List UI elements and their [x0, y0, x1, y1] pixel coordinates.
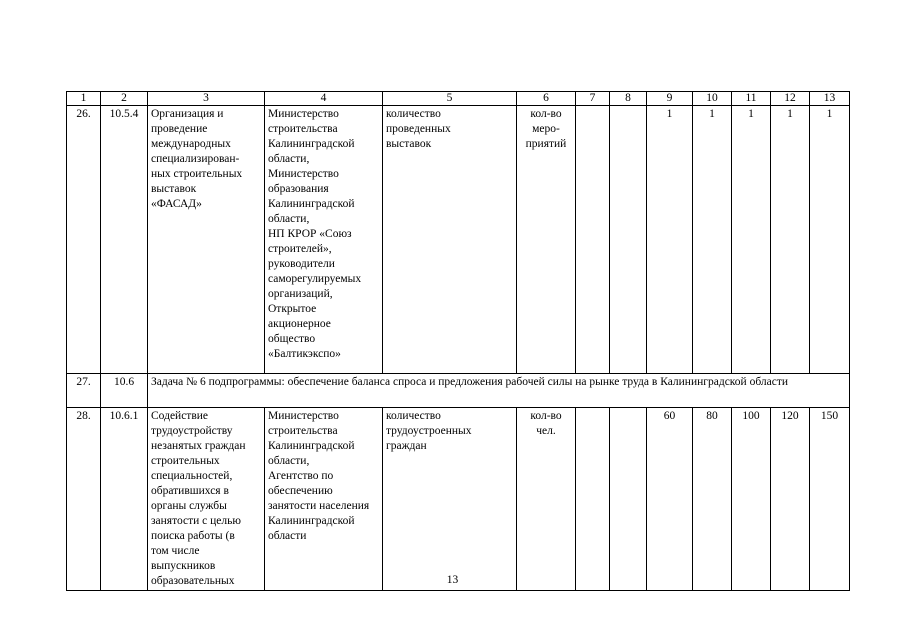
cell-line: том числе — [151, 545, 200, 557]
cell-line: чел. — [536, 425, 556, 437]
cell-line: организаций, — [268, 288, 333, 300]
cell-line: обратившихся в — [151, 485, 229, 497]
col-header: 3 — [148, 92, 265, 106]
cell-line: акционерное — [268, 318, 331, 330]
table-row-26 — [67, 106, 850, 374]
row-number: 28. — [67, 408, 101, 591]
cell-line: Министерство — [268, 168, 339, 180]
cell-line: трудоустроенных — [386, 425, 472, 437]
col-header: 12 — [771, 92, 810, 106]
cell-line: занятости населения — [268, 500, 370, 512]
indicator-cell — [383, 408, 517, 591]
value-cell — [576, 106, 610, 374]
cell-line: области, — [268, 213, 310, 225]
col-header: 1 — [67, 92, 101, 106]
cell-line: граждан — [386, 440, 427, 452]
unit-cell — [517, 106, 576, 374]
row-code: 10.5.4 — [101, 106, 148, 374]
executors-cell — [265, 408, 383, 591]
cell-line: специализирован- — [151, 153, 240, 165]
value-cell: 60 — [647, 408, 693, 591]
col-header: 13 — [810, 92, 850, 106]
cell-line: незанятых граждан — [151, 440, 246, 452]
cell-line: образовательных — [151, 575, 235, 587]
activity-cell — [148, 106, 265, 374]
table-row-27 — [67, 374, 850, 408]
cell-line: области — [268, 530, 307, 542]
cell-line: количество — [386, 108, 441, 120]
cell-line: «Балтикэкспо» — [268, 348, 341, 360]
cell-line: ных строительных — [151, 168, 243, 180]
value-cell: 120 — [771, 408, 810, 591]
cell-line: строительства — [268, 425, 338, 437]
value-cell: 1 — [693, 106, 732, 374]
cell-line: трудоустройству — [151, 425, 233, 437]
header-row — [67, 92, 850, 106]
cell-line: занятости с целью — [151, 515, 241, 527]
value-cell — [610, 408, 647, 591]
value-cell: 150 — [810, 408, 850, 591]
col-header: 5 — [383, 92, 517, 106]
cell-line: саморегулируемых — [268, 273, 362, 285]
cell-line: руководители — [268, 258, 335, 270]
cell-line: «ФАСАД» — [151, 198, 202, 210]
value-cell: 80 — [693, 408, 732, 591]
cell-line: Министерство — [268, 410, 339, 422]
cell-line: кол-во — [530, 410, 562, 422]
cell-line: Организация и — [151, 108, 224, 120]
col-header: 7 — [576, 92, 610, 106]
cell-line: кол-во — [530, 108, 562, 120]
cell-line: области, — [268, 153, 310, 165]
value-cell: 1 — [810, 106, 850, 374]
cell-line: Калининградской — [268, 198, 355, 210]
cell-line: выставок — [386, 138, 432, 150]
value-cell: 1 — [771, 106, 810, 374]
col-header: 11 — [732, 92, 771, 106]
cell-line: Министерство — [268, 108, 339, 120]
row-code: 10.6.1 — [101, 408, 148, 591]
cell-line: проведенных — [386, 123, 451, 135]
col-header: 6 — [517, 92, 576, 106]
table-row-28 — [67, 408, 850, 591]
row-number: 26. — [67, 106, 101, 374]
cell-line: международных — [151, 138, 231, 150]
row-code: 10.6 — [101, 374, 148, 408]
value-cell: 1 — [732, 106, 771, 374]
col-header: 4 — [265, 92, 383, 106]
cell-line: НП КРОР «Союз — [268, 228, 352, 240]
col-header: 10 — [693, 92, 732, 106]
cell-line: Калининградской — [268, 515, 355, 527]
cell-line: специальностей, — [151, 470, 233, 482]
cell-line: проведение — [151, 123, 208, 135]
page-number: 13 — [446, 574, 459, 586]
cell-line: выпускников — [151, 560, 216, 572]
cell-line: Калининградской — [268, 440, 355, 452]
cell-line: строительных — [151, 455, 220, 467]
col-header: 9 — [647, 92, 693, 106]
executors-cell — [265, 106, 383, 374]
row-number: 27. — [67, 374, 101, 408]
cell-line: поиска работы (в — [151, 530, 235, 542]
cell-line: строителей», — [268, 243, 332, 255]
col-header: 8 — [610, 92, 647, 106]
cell-line: области, — [268, 455, 310, 467]
col-header: 2 — [101, 92, 148, 106]
cell-line: выставок — [151, 183, 197, 195]
task-heading-cell: Задача № 6 подпрограммы: обеспечение баланса спроса и предложения рабочей силы на рынке труда в Калининградской области — [148, 374, 850, 408]
cell-line: общество — [268, 333, 316, 345]
value-cell — [610, 106, 647, 374]
cell-line: строительства — [268, 123, 338, 135]
unit-cell — [517, 408, 576, 591]
value-cell: 100 — [732, 408, 771, 591]
cell-line: количество — [386, 410, 441, 422]
cell-line: органы службы — [151, 500, 227, 512]
cell-line: образования — [268, 183, 329, 195]
indicator-cell — [383, 106, 517, 374]
cell-line: Агентство по — [268, 470, 334, 482]
value-cell: 1 — [647, 106, 693, 374]
cell-line: меро- — [532, 123, 560, 135]
cell-line: приятий — [525, 138, 567, 150]
value-cell — [576, 408, 610, 591]
activity-cell — [148, 408, 265, 591]
cell-line: Открытое — [268, 303, 317, 315]
cell-line: Калининградской — [268, 138, 355, 150]
cell-line: Содействие — [151, 410, 209, 422]
cell-line: обеспечению — [268, 485, 333, 497]
program-table — [66, 91, 850, 591]
